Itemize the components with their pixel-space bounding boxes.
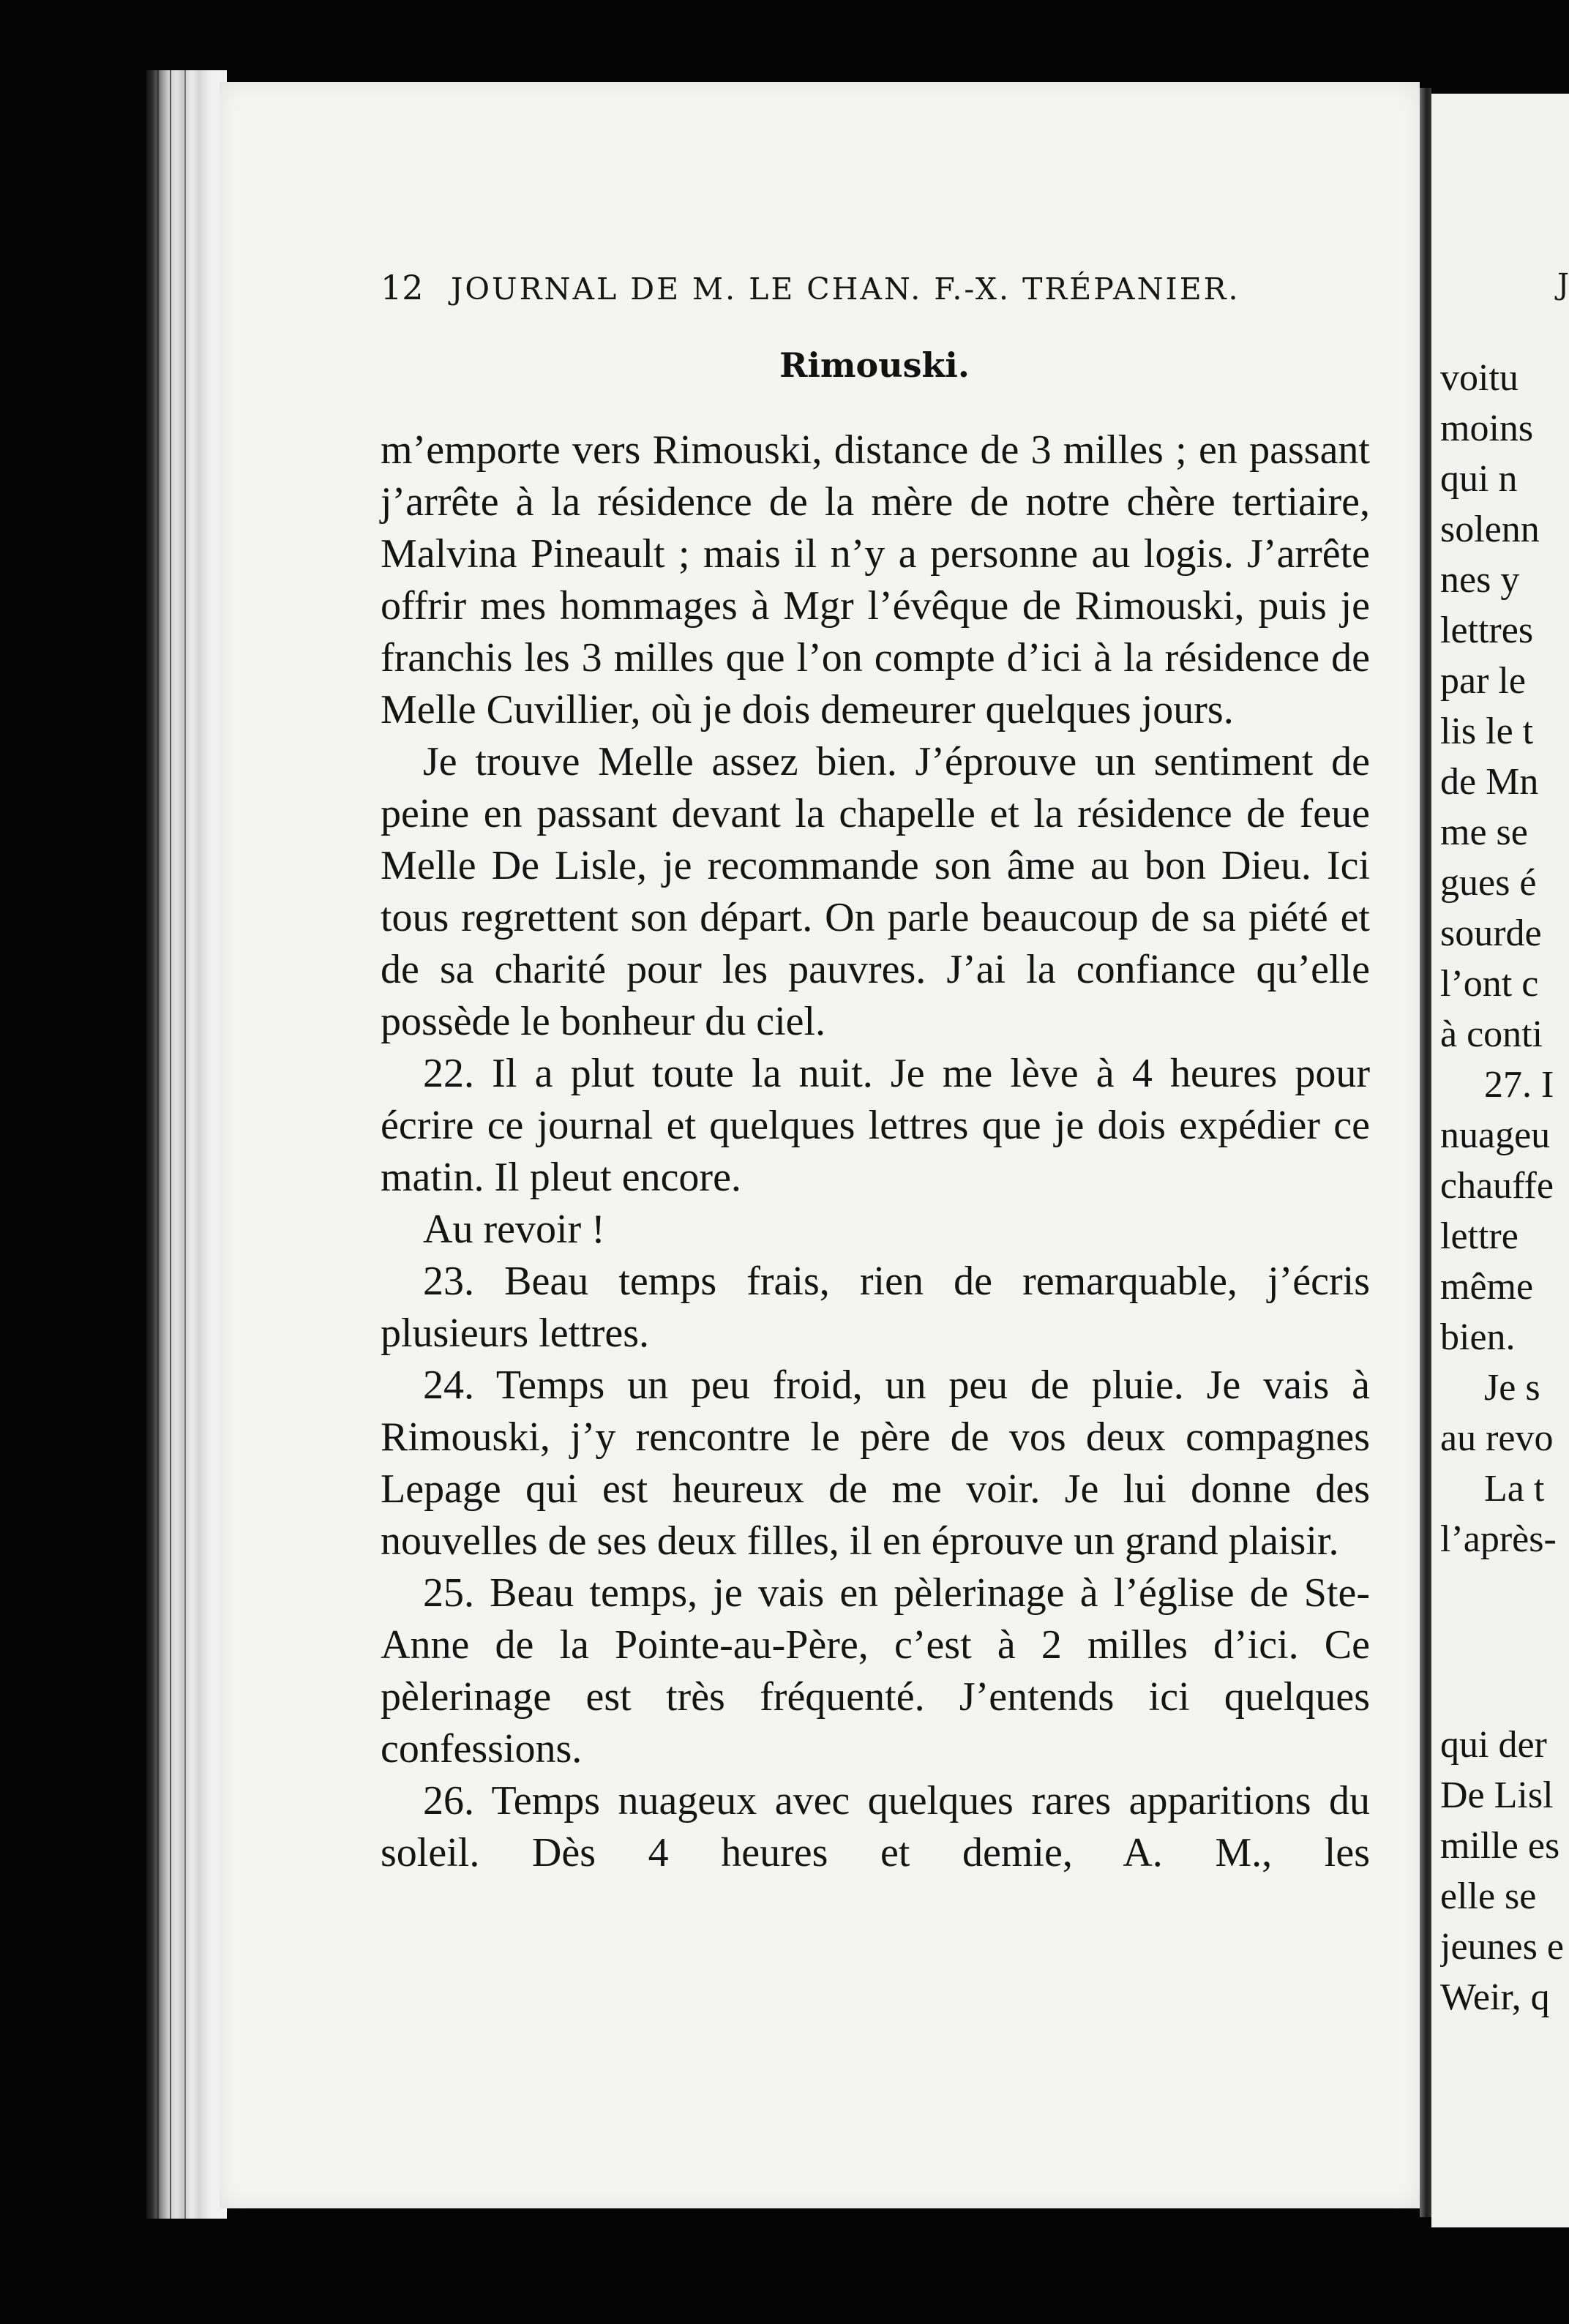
- facing-line: solenn: [1440, 509, 1540, 550]
- facing-line: 27. I: [1484, 1064, 1554, 1106]
- facing-line: lettres: [1440, 610, 1534, 651]
- paragraph: m’emporte vers Rimouski, distance de 3 milles ; en passant j’arrête à la résidence de la mère de notre chère tertiaire, Malvina Pineault ; mais il n’y a personne au logis. J’arrête offrir mes hommages à Mgr l’évêque de Rimouski, puis je franchis les 3 milles que l’on compte d’ici à la résidence de Melle Cuvillier, où je dois demeurer quelques jours.: [381, 427, 1370, 732]
- paragraph: 26. Temps nuageux avec quelques rares apparitions du soleil. Dès 4 heures et demie, A. M., les: [381, 1778, 1370, 1875]
- paragraph: 24. Temps un peu froid, un peu de pluie. Je vais à Rimouski, j’y rencontre le père de vos deux compagnes Lepage qui est heureux de me voir. Je lui donne des nouvelles de ses deux filles, il en éprouve un grand plaisir.: [381, 1362, 1370, 1564]
- facing-line: au revo: [1440, 1417, 1554, 1459]
- facing-line: bien.: [1440, 1316, 1516, 1358]
- page-edge-line: [157, 70, 159, 2219]
- facing-line: l’ont c: [1440, 963, 1539, 1005]
- facing-line: Weir, q: [1440, 1976, 1550, 2018]
- facing-line: sourde: [1440, 912, 1542, 954]
- facing-line: La t: [1484, 1468, 1545, 1510]
- facing-line: nes y: [1440, 559, 1520, 601]
- facing-running-head: J: [1557, 268, 1569, 301]
- facing-line: à conti: [1440, 1013, 1543, 1055]
- page-number: 12: [381, 268, 424, 307]
- page-edge-line: [184, 70, 186, 2219]
- facing-line: lettre: [1440, 1215, 1519, 1257]
- facing-line: De Lisl: [1440, 1774, 1554, 1816]
- facing-page-text-bottom: [1440, 1720, 1569, 2023]
- facing-line: lis le t: [1440, 711, 1534, 752]
- facing-line: l’après-: [1440, 1518, 1557, 1560]
- page-edge-line: [170, 70, 171, 2219]
- facing-page-text-top: [1440, 353, 1569, 1564]
- facing-line: nuageu: [1440, 1114, 1551, 1156]
- running-head: [381, 268, 1368, 307]
- facing-line: jeunes e: [1440, 1926, 1564, 1968]
- facing-line: me se: [1440, 811, 1528, 853]
- section-title: Rimouski.: [779, 345, 970, 385]
- facing-line: voitu: [1440, 357, 1519, 399]
- paragraph: Au revoir !: [423, 1207, 605, 1252]
- facing-line: même: [1440, 1266, 1534, 1308]
- facing-line: moins: [1440, 408, 1534, 449]
- paragraph: 25. Beau temps, je vais en pèlerinage à l’église de Ste-Anne de la Pointe-au-Père, c’est à 2 milles d’ici. Ce pèlerinage est très fréquenté. J’entends ici quelques confessions.: [381, 1570, 1370, 1772]
- page-body: [381, 424, 1370, 1879]
- running-head-title: JOURNAL DE M. LE CHAN. F.-X. TRÉPANIER.: [451, 271, 1240, 307]
- facing-line: elle se: [1440, 1875, 1537, 1917]
- facing-line: qui der: [1440, 1724, 1547, 1766]
- facing-line: de Mn: [1440, 761, 1539, 803]
- facing-line: gues é: [1440, 862, 1537, 904]
- facing-line: Je s: [1484, 1367, 1540, 1409]
- paragraph: Je trouve Melle assez bien. J’éprouve un sentiment de peine en passant devant la chapelle et la résidence de feue Melle De Lisle, je recommande son âme au bon Dieu. Ici tous regrettent son départ. On parle beaucoup de sa piété et de sa charité pour les pauvres. J’ai la confiance qu’elle possède le bonheur du ciel.: [381, 739, 1370, 1044]
- facing-line: chauffe: [1440, 1165, 1554, 1207]
- paragraph: 23. Beau temps frais, rien de remarquable, j’écris plusieurs lettres.: [381, 1259, 1370, 1356]
- paragraph: 22. Il a plut toute la nuit. Je me lève à 4 heures pour écrire ce journal et quelques lettres que je dois expédier ce matin. Il pleut encore.: [381, 1051, 1370, 1200]
- facing-line: qui n: [1440, 458, 1518, 500]
- facing-line: par le: [1440, 660, 1526, 702]
- facing-line: mille es: [1440, 1825, 1560, 1867]
- book-gutter: [1420, 88, 1431, 2217]
